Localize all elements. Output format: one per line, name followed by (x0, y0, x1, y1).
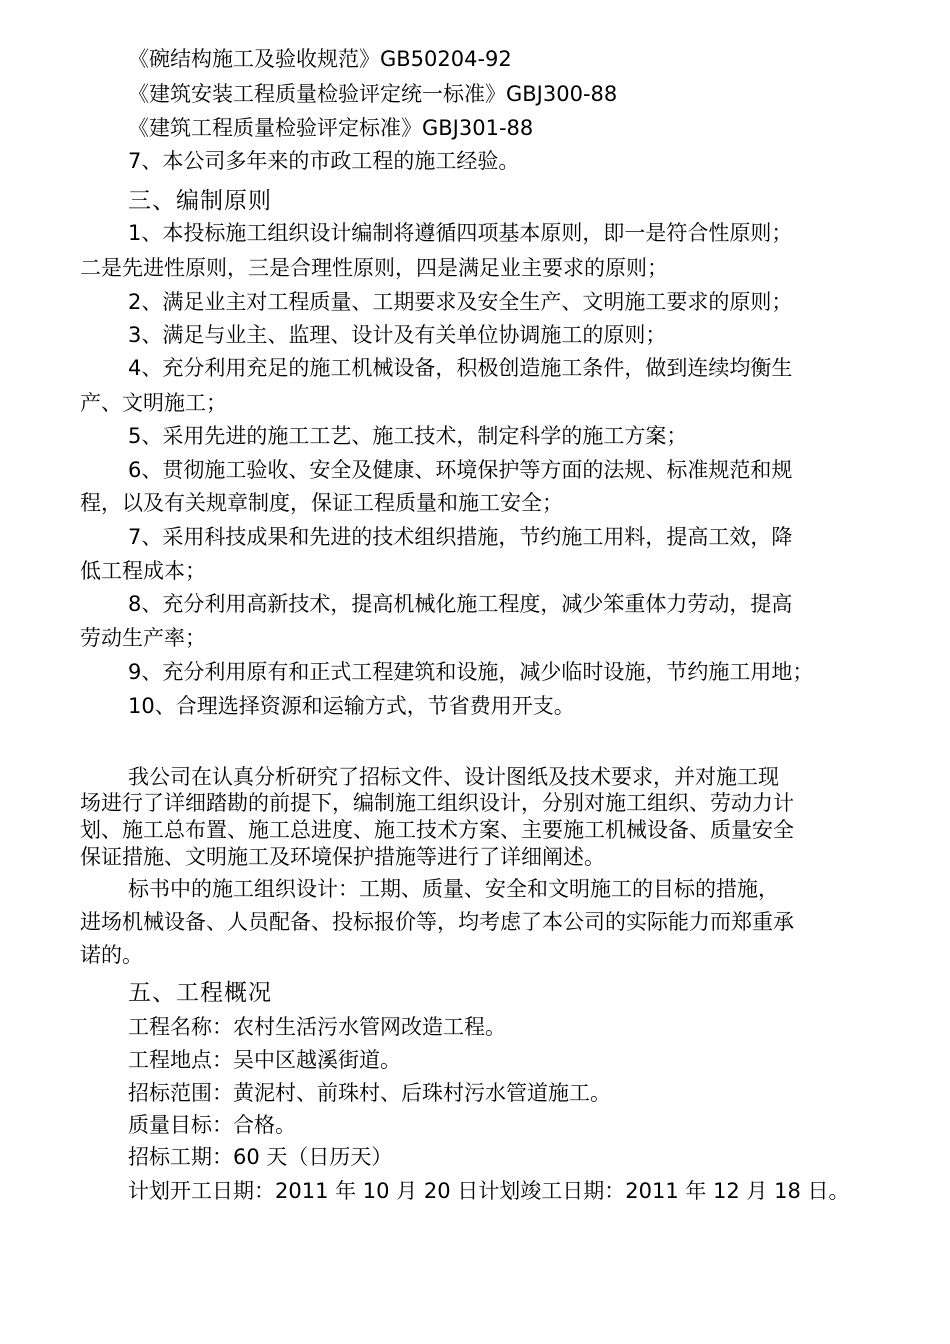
intro-paragraph-line: 诺的。 (80, 943, 143, 967)
principle-line: 3、满足与业主、监理、设计及有关单位协调施工的原则； (128, 323, 667, 347)
intro-paragraph-line: 我公司在认真分析研究了招标文件、设计图纸及技术要求，并对施工现 (128, 765, 779, 789)
principle-line: 10、合理选择资源和运输方式，节省费用开支。 (128, 694, 575, 718)
principle-line: 1、本投标施工组织设计编制将遵循四项基本原则，即一是符合性原则； (128, 221, 793, 245)
principle-line: 低工程成本； (80, 559, 206, 583)
overview-item: 招标范围：黄泥村、前珠村、后珠村污水管道施工。 (128, 1081, 611, 1105)
principle-line: 产、文明施工； (80, 391, 227, 415)
overview-item: 工程地点：吴中区越溪街道。 (128, 1048, 401, 1072)
overview-item: 工程名称：农村生活污水管网改造工程。 (128, 1015, 506, 1039)
reference-line: 《建筑工程质量检验评定标准》GBJ301-88 (128, 116, 534, 140)
principle-line: 9、充分利用原有和正式工程建筑和设施，减少临时设施，节约施工用地； (128, 660, 814, 684)
principle-line: 7、采用科技成果和先进的技术组织措施，节约施工用料，提高工效，降 (128, 525, 793, 549)
intro-paragraph-line: 划、施工总布置、施工总进度、施工技术方案、主要施工机械设备、质量安全 (80, 818, 794, 842)
overview-item: 计划开工日期：2011 年 10 月 20 日计划竣工日期：2011 年 12 月 18 日。 (128, 1179, 850, 1203)
principle-line: 程，以及有关规章制度，保证工程质量和施工安全； (80, 491, 563, 515)
principle-line: 二是先进性原则，三是合理性原则，四是满足业主要求的原则； (80, 256, 668, 280)
intro-paragraph-line: 场进行了详细踏勘的前提下，编制施工组织设计，分别对施工组织、劳动力计 (80, 791, 794, 815)
intro-paragraph-line: 进场机械设备、人员配备、投标报价等，均考虑了本公司的实际能力而郑重承 (80, 910, 794, 934)
intro-paragraph-line: 保证措施、文明施工及环境保护措施等进行了详细阐述。 (80, 845, 605, 869)
reference-line: 《碗结构施工及验收规范》GB50204-92 (128, 47, 512, 71)
principle-line: 劳动生产率； (80, 626, 206, 650)
reference-line: 《建筑安装工程质量检验评定统一标准》GBJ300-88 (128, 82, 618, 106)
section-heading-principles: 三、编制原则 (128, 188, 272, 214)
section-heading-overview: 五、工程概况 (128, 980, 272, 1006)
intro-paragraph-line: 标书中的施工组织设计：工期、质量、安全和文明施工的目标的措施， (128, 877, 779, 901)
overview-item: 质量目标：合格。 (128, 1113, 296, 1137)
principle-line: 2、满足业主对工程质量、工期要求及安全生产、文明施工要求的原则； (128, 290, 793, 314)
reference-line: 7、本公司多年来的市政工程的施工经验。 (128, 149, 520, 173)
principle-line: 8、充分利用高新技术，提高机械化施工程度，减少笨重体力劳动，提高 (128, 592, 793, 616)
principle-line: 5、采用先进的施工工艺、施工技术，制定科学的施工方案； (128, 424, 688, 448)
principle-line: 6、贯彻施工验收、安全及健康、环境保护等方面的法规、标准规范和规 (128, 458, 793, 482)
overview-item: 招标工期：60 天（日历天） (128, 1145, 393, 1169)
principle-line: 4、充分利用充足的施工机械设备，积极创造施工条件，做到连续均衡生 (128, 356, 793, 380)
